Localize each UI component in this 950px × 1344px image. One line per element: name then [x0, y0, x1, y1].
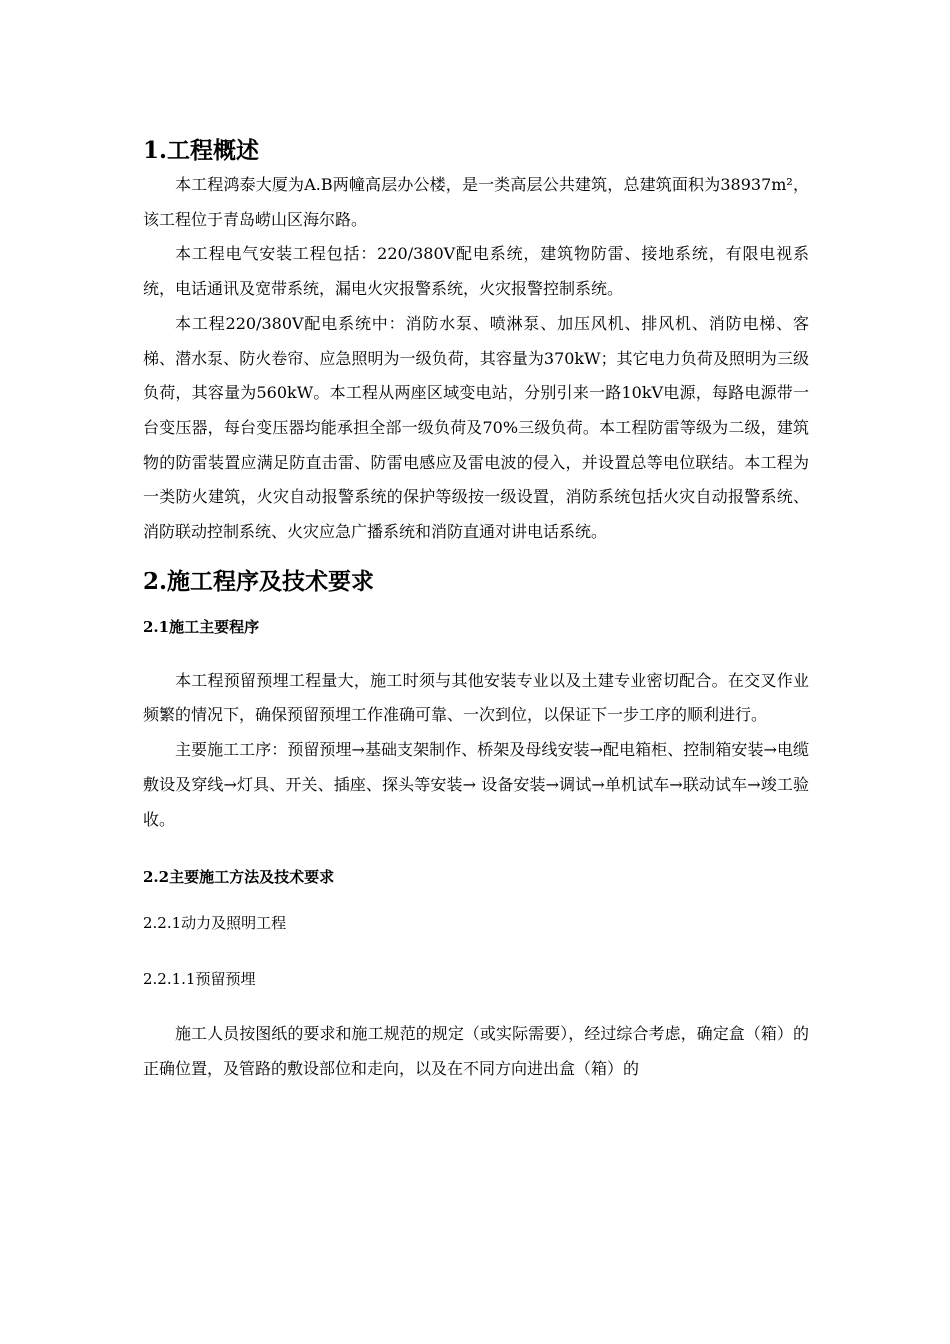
- section-2-2-1-1-heading: 2.2.1.1预留预埋: [143, 970, 256, 989]
- section-2-2-1-1-paragraph-1: 施工人员按图纸的要求和施工规范的规定（或实际需要），经过综合考虑，确定盒（箱）的正确位置，及管路的敷设部位和走向，以及在不同方向进出盒（箱）的: [143, 1024, 809, 1078]
- section-2-heading: 2.施工程序及技术要求: [143, 567, 375, 595]
- section-2-1-heading: 2.1施工主要程序: [143, 617, 260, 636]
- section-2-2-heading: 2.2主要施工方法及技术要求: [143, 868, 335, 887]
- document-content: [143, 136, 809, 1087]
- section-1-paragraph-2: 本工程电气安装工程包括：220/380V配电系统，建筑物防雷、接地系统，有限电视系统，电话通讯及宽带系统，漏电火灾报警系统，火灾报警控制系统。: [143, 244, 809, 299]
- section-1-paragraph-1: 本工程鸿泰大厦为A.B两幢高层办公楼，是一类高层公共建筑，总建筑面积为38937m²，该工程位于青岛崂山区海尔路。: [143, 175, 809, 229]
- section-2-1-paragraph-2: 主要施工工序：预留预埋→基础支架制作、桥架及母线安装→配电箱柜、控制箱安装→电缆敷设及穿线→灯具、开关、插座、探头等安装→ 设备安装→调试→单机试车→联动试车→竣工验收。: [143, 740, 809, 829]
- section-2-2-1-heading: 2.2.1动力及照明工程: [143, 914, 287, 933]
- section-1-heading: 1.工程概述: [143, 137, 260, 164]
- section-2-1-paragraph-1: 本工程预留预埋工程量大，施工时须与其他安装专业以及土建专业密切配合。在交叉作业频繁的情况下，确保预留预埋工作准确可靠、一次到位，以保证下一步工序的顺利进行。: [143, 670, 809, 725]
- section-1-paragraph-3: 本工程220/380V配电系统中：消防水泵、喷淋泵、加压风机、排风机、消防电梯、客梯、潜水泵、防火卷帘、应急照明为一级负荷，其容量为370kW；其它电力负荷及照明为三级负荷，其容量为560kW。本工程从两座区域变电站，分别引来一路10kV电源，每路电源带一台变压器，每台变压器均能承担全部一级负荷及70%三级负荷。本工程防雷等级为二级，建筑物的防雷装置应满足防直击雷、防雷电感应及雷电波的侵入，并设置总等电位联结。本工程为一类防火建筑，火灾自动报警系统的保护等级按一级设置，消防系统包括火灾自动报警系统、消防联动控制系统、火灾应急广播系统和消防直通对讲电话系统。: [143, 313, 809, 542]
